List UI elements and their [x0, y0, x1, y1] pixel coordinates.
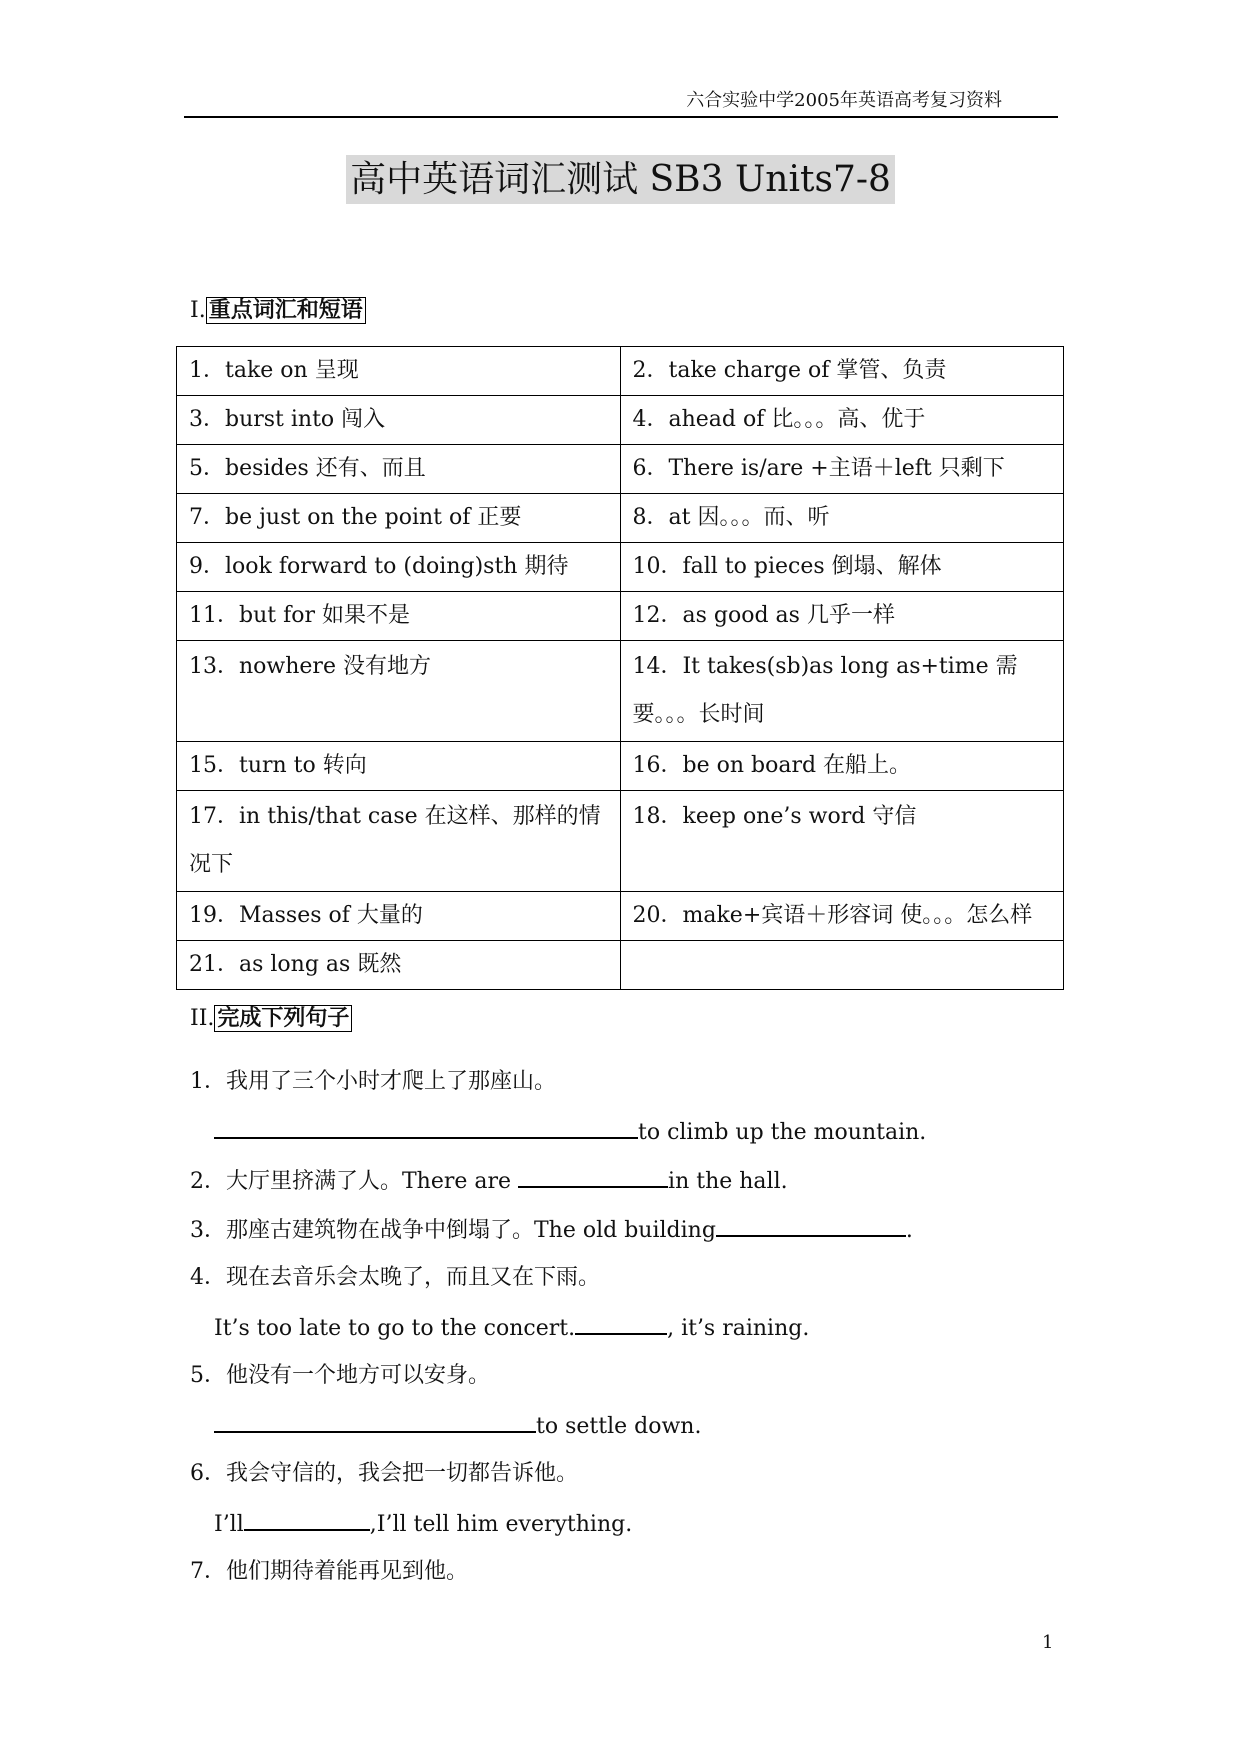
vocab-row [177, 941, 1064, 990]
section-1-heading [190, 296, 366, 326]
vocab-row [177, 892, 1064, 941]
vocab-cell: 18．keep one’s word 守信 [620, 791, 1064, 892]
page-number: 1 [1042, 1632, 1054, 1653]
sentence-1-en [190, 1111, 1070, 1160]
sentence-3 [190, 1209, 1070, 1258]
vocab-cell: 6．There is/are +主语＋left 只剩下 [620, 445, 1064, 494]
sentence-4-en-b: , it’s raining. [667, 1316, 810, 1341]
vocab-cell: 5．besides 还有、而且 [177, 445, 621, 494]
vocab-row [177, 592, 1064, 641]
vocab-cell: 20．make+宾语＋形容词 使。。。怎么样 [620, 892, 1064, 941]
sentence-6-en-b: ,I’ll tell him everything. [369, 1512, 633, 1537]
vocab-row [177, 543, 1064, 592]
vocab-row [177, 742, 1064, 791]
answer-blank-6[interactable] [244, 1503, 370, 1531]
page-header [184, 86, 1058, 118]
vocab-row [177, 347, 1064, 396]
sentence-3-en: . [905, 1218, 913, 1243]
vocab-cell: 10．fall to pieces 倒塌、解体 [620, 543, 1064, 592]
sentence-2-en: in the hall. [668, 1169, 788, 1194]
vocab-cell: 7．be just on the point of 正要 [177, 494, 621, 543]
sentence-6-cn: 6．我会守信的，我会把一切都告诉他。 [190, 1461, 578, 1486]
vocab-cell: 4．ahead of 比。。。高、优于 [620, 396, 1064, 445]
answer-blank-1[interactable] [214, 1111, 638, 1139]
sentence-5-en-text: to settle down. [536, 1414, 702, 1439]
vocab-row [177, 641, 1064, 742]
vocab-cell: 15．turn to 转向 [177, 742, 621, 791]
vocab-cell [620, 941, 1064, 990]
answer-blank-2[interactable] [518, 1160, 668, 1188]
vocab-row [177, 791, 1064, 892]
vocab-cell: 19．Masses of 大量的 [177, 892, 621, 941]
vocab-cell: 14．It takes(sb)as long as+time 需要。。。长时间 [620, 641, 1064, 742]
answer-blank-3[interactable] [716, 1209, 906, 1237]
sentence-5-cn: 5．他没有一个地方可以安身。 [190, 1363, 490, 1388]
vocab-cell: 11．but for 如果不是 [177, 592, 621, 641]
vocab-cell: 16．be on board 在船上。 [620, 742, 1064, 791]
vocab-cell: 17．in this/that case 在这样、那样的情况下 [177, 791, 621, 892]
answer-blank-4[interactable] [575, 1307, 667, 1335]
answer-blank-5[interactable] [214, 1405, 536, 1433]
sentence-2-cn: 2．大厅里挤满了人。There are [190, 1169, 519, 1194]
sentence-4-cn: 4．现在去音乐会太晚了，而且又在下雨。 [190, 1265, 600, 1290]
sentence-1-en-text: to climb up the mountain. [638, 1120, 927, 1145]
vocab-cell: 3．burst into 闯入 [177, 396, 621, 445]
vocab-cell: 13．nowhere 没有地方 [177, 641, 621, 742]
vocab-row [177, 445, 1064, 494]
header-text: 六合实验中学2005年英语高考复习资料 [686, 90, 1002, 111]
vocab-cell: 9．look forward to (doing)sth 期待 [177, 543, 621, 592]
section-2-number: II. [190, 1006, 215, 1031]
sentence-6-en-a: I’ll [214, 1512, 244, 1537]
sentence-6-en [190, 1503, 1070, 1552]
sentence-7-cn: 7．他们期待着能再见到他。 [190, 1559, 468, 1584]
vocab-cell: 2．take charge of 掌管、负责 [620, 347, 1064, 396]
vocab-cell: 12．as good as 几乎一样 [620, 592, 1064, 641]
vocab-cell: 21．as long as 既然 [177, 941, 621, 990]
vocab-row [177, 494, 1064, 543]
section-2-label: 完成下列句子 [214, 1005, 352, 1032]
sentence-2 [190, 1160, 1070, 1209]
vocab-cell: 1．take on 呈现 [177, 347, 621, 396]
vocab-row [177, 396, 1064, 445]
section-2-heading [190, 1004, 352, 1034]
sentence-5-en [190, 1405, 1070, 1454]
section-1-number: I. [190, 298, 206, 323]
vocab-table [176, 346, 1064, 990]
sentence-4-en [190, 1307, 1070, 1356]
sentence-3-cn: 3．那座古建筑物在战争中倒塌了。The old building [190, 1218, 716, 1243]
title-text: 高中英语词汇测试 SB3 Units7-8 [346, 155, 895, 204]
section-1-label: 重点词汇和短语 [206, 297, 366, 324]
sentence-4-en-a: It’s too late to go to the concert. [214, 1316, 576, 1341]
sentence-list [190, 1062, 1070, 1601]
sentence-1-cn: 1．我用了三个小时才爬上了那座山。 [190, 1069, 556, 1094]
vocab-cell: 8．at 因。。。而、听 [620, 494, 1064, 543]
page-title [0, 156, 1241, 204]
